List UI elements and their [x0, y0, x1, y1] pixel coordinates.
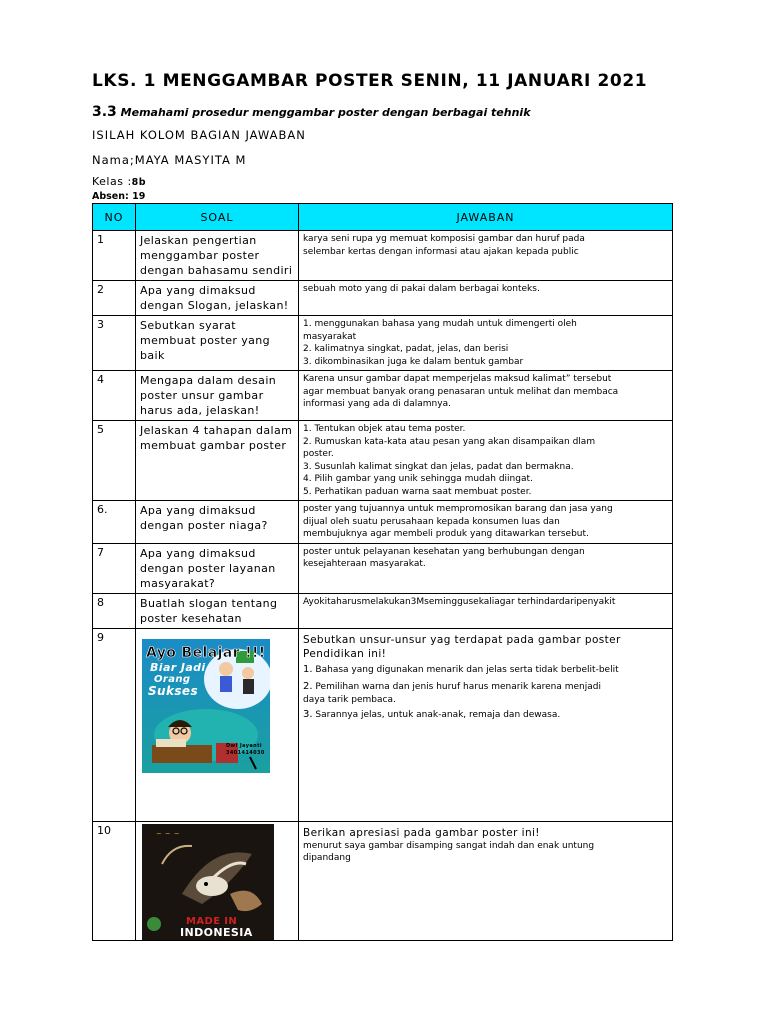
class-label: Kelas : — [92, 175, 132, 188]
student-name: Nama;MAYA MASYITA M — [92, 153, 247, 167]
answer-text: Sarannya jelas, untuk anak-anak, remaja dan dewasa. — [315, 709, 561, 720]
answer-number: 1. — [303, 663, 313, 675]
poster-credit: 3401414030 — [226, 749, 265, 756]
answer-line: poster yang tujuannya untuk mempromosikan barang dan jasa yang — [303, 504, 613, 514]
answer-line: dijual oleh suatu perusahaan kepada konsumen luas dan — [303, 516, 560, 527]
student-absen: Absen: 19 — [92, 191, 146, 202]
answer-line: sebuah moto yang di pakai dalam berbagai konteks. — [303, 284, 540, 294]
row-question: Sebutkan syarat membuat poster yang baik — [136, 316, 299, 371]
education-poster-image — [142, 639, 270, 773]
row-answer — [299, 821, 673, 940]
row-question: Apa yang dimaksud dengan poster layanan masyarakat? — [136, 543, 299, 593]
answer-line: 5. Perhatikan paduan warna saat membuat poster. — [303, 486, 532, 497]
answer-number: 2. — [303, 680, 313, 692]
header-jawaban: JAWABAN — [299, 204, 673, 231]
row-question: Jelaskan 4 tahapan dalam membuat gambar poster — [136, 421, 299, 501]
poster-line: Biar Jadi — [150, 660, 206, 674]
answer-line: dipandang — [303, 853, 351, 863]
answer-line: Karena unsur gambar dapat memperjelas maksud kalimat” tersebut — [303, 374, 612, 384]
row-no: 9 — [93, 628, 136, 821]
page-title: LKS. 1 MENGGAMBAR POSTER SENIN, 11 JANUARI 2021 — [92, 71, 648, 91]
row-no: 5 — [93, 421, 136, 501]
row-question: Buatlah slogan tentang poster kesehatan — [136, 593, 299, 628]
question-line: Berikan apresiasi pada gambar poster ini! — [303, 826, 540, 839]
class-value: 8b — [131, 177, 147, 188]
row-question: Jelaskan pengertian menggambar poster dengan bahasamu sendiri — [136, 231, 299, 281]
row-answer — [299, 316, 673, 371]
row-answer — [299, 231, 673, 281]
table-row — [93, 543, 673, 593]
answer-line: 2. Rumuskan kata-kata atau pesan yang akan disampaikan dlam — [303, 436, 596, 447]
table-row — [93, 231, 673, 281]
poster-line: Sukses — [148, 683, 198, 698]
table-header-row — [93, 204, 673, 231]
table-row — [93, 628, 673, 821]
answer-number: 3. — [303, 708, 313, 720]
question-line: Pendidikan ini! — [303, 647, 387, 660]
instruction-text: ISILAH KOLOM BAGIAN JAWABAN — [92, 128, 306, 142]
answer-line: poster. — [303, 449, 334, 459]
row-no: 3 — [93, 316, 136, 371]
row-answer — [299, 421, 673, 501]
row-poster-cell — [136, 821, 299, 940]
row-no: 2 — [93, 281, 136, 316]
table-row — [93, 281, 673, 316]
row-question: Apa yang dimaksud dengan poster niaga? — [136, 501, 299, 544]
table-row — [93, 593, 673, 628]
question-line: Sebutkan unsur-unsur yag terdapat pada gambar poster — [303, 633, 621, 646]
poster-credit: Dwi Jayanti — [226, 742, 263, 749]
row-answer — [299, 281, 673, 316]
answer-line: poster untuk pelayanan kesehatan yang berhubungan dengan — [303, 546, 585, 557]
row-no: 7 — [93, 543, 136, 593]
row-no: 10 — [93, 821, 136, 940]
answer-line: 3. dikombinasikan juga ke dalam bentuk gambar — [303, 356, 524, 367]
row-poster-cell — [136, 628, 299, 821]
answer-text: Bahasa yang digunakan menarik dan jelas serta tidak berbelit-belit — [315, 664, 619, 675]
answer-line — [303, 694, 668, 707]
row-answer — [299, 543, 673, 593]
answer-line: masyarakat — [303, 331, 357, 342]
answer-line: Ayokitaharusmelakukan3Mseminggusekaliagar terhindardaripenyakit — [303, 596, 616, 607]
answer-line: selembar kertas dengan informasi atau ajakan kepada public — [303, 246, 579, 257]
row-answer — [299, 593, 673, 628]
poster-line: Orang — [154, 673, 191, 685]
svg-text:~ ~ ~: ~ ~ ~ — [156, 829, 181, 838]
row-no: 8 — [93, 593, 136, 628]
row-no: 4 — [93, 371, 136, 421]
table-row — [93, 501, 673, 544]
worksheet-table — [92, 203, 673, 941]
answer-line — [303, 663, 668, 677]
row-no: 6. — [93, 501, 136, 544]
header-soal: SOAL — [136, 204, 299, 231]
answer-line: 1. Tentukan objek atau tema poster. — [303, 424, 466, 434]
table-row — [93, 821, 673, 940]
poster-line: INDONESIA — [180, 925, 253, 939]
competency-subtitle — [92, 104, 531, 120]
answer-line: 1. menggunakan bahasa yang mudah untuk dimengerti oleh — [303, 319, 577, 329]
competency-number: 3.3 — [92, 104, 117, 120]
answer-line: 4. Pilih gambar yang unik sehingga mudah diingat. — [303, 474, 533, 484]
table-row — [93, 316, 673, 371]
table-row — [93, 421, 673, 501]
made-in-indonesia-poster-image — [142, 824, 274, 940]
table-row — [93, 371, 673, 421]
answer-line — [303, 680, 668, 694]
answer-line: 2. kalimatnya singkat, padat, jelas, dan berisi — [303, 344, 509, 354]
row-answer — [299, 628, 673, 821]
answer-line: kesejahteraan masyarakat. — [303, 559, 426, 569]
poster-line: MADE IN — [186, 915, 238, 927]
row-answer — [299, 501, 673, 544]
answer-line: 3. Susunlah kalimat singkat dan jelas, padat dan bermakna. — [303, 461, 574, 472]
row-answer — [299, 371, 673, 421]
answer-text: daya tarik pembaca. — [303, 694, 396, 705]
competency-text: Memahami prosedur menggambar poster dengan berbagai tehnik — [120, 106, 531, 119]
header-no: NO — [93, 204, 136, 231]
poster-headline: Ayo Belajar !!! — [146, 644, 266, 661]
student-class — [92, 175, 146, 188]
row-question: Apa yang dimaksud dengan Slogan, jelaskan! — [136, 281, 299, 316]
row-no: 1 — [93, 231, 136, 281]
answer-text: Pemilihan warna dan jenis huruf harus menarik karena menjadi — [315, 681, 601, 692]
answer-line — [303, 708, 668, 722]
answer-line: menurut saya gambar disamping sangat indah dan enak untung — [303, 840, 595, 851]
answer-line: informasi yang ada di dalamnya. — [303, 399, 451, 409]
answer-line: agar membuat banyak orang penasaran untuk melihat dan membaca — [303, 386, 619, 397]
answer-line: karya seni rupa yg memuat komposisi gambar dan huruf pada — [303, 234, 585, 244]
answer-line: membujuknya agar membeli produk yang ditawarkan tersebut. — [303, 529, 589, 539]
row-question: Mengapa dalam desain poster unsur gambar harus ada, jelaskan! — [136, 371, 299, 421]
